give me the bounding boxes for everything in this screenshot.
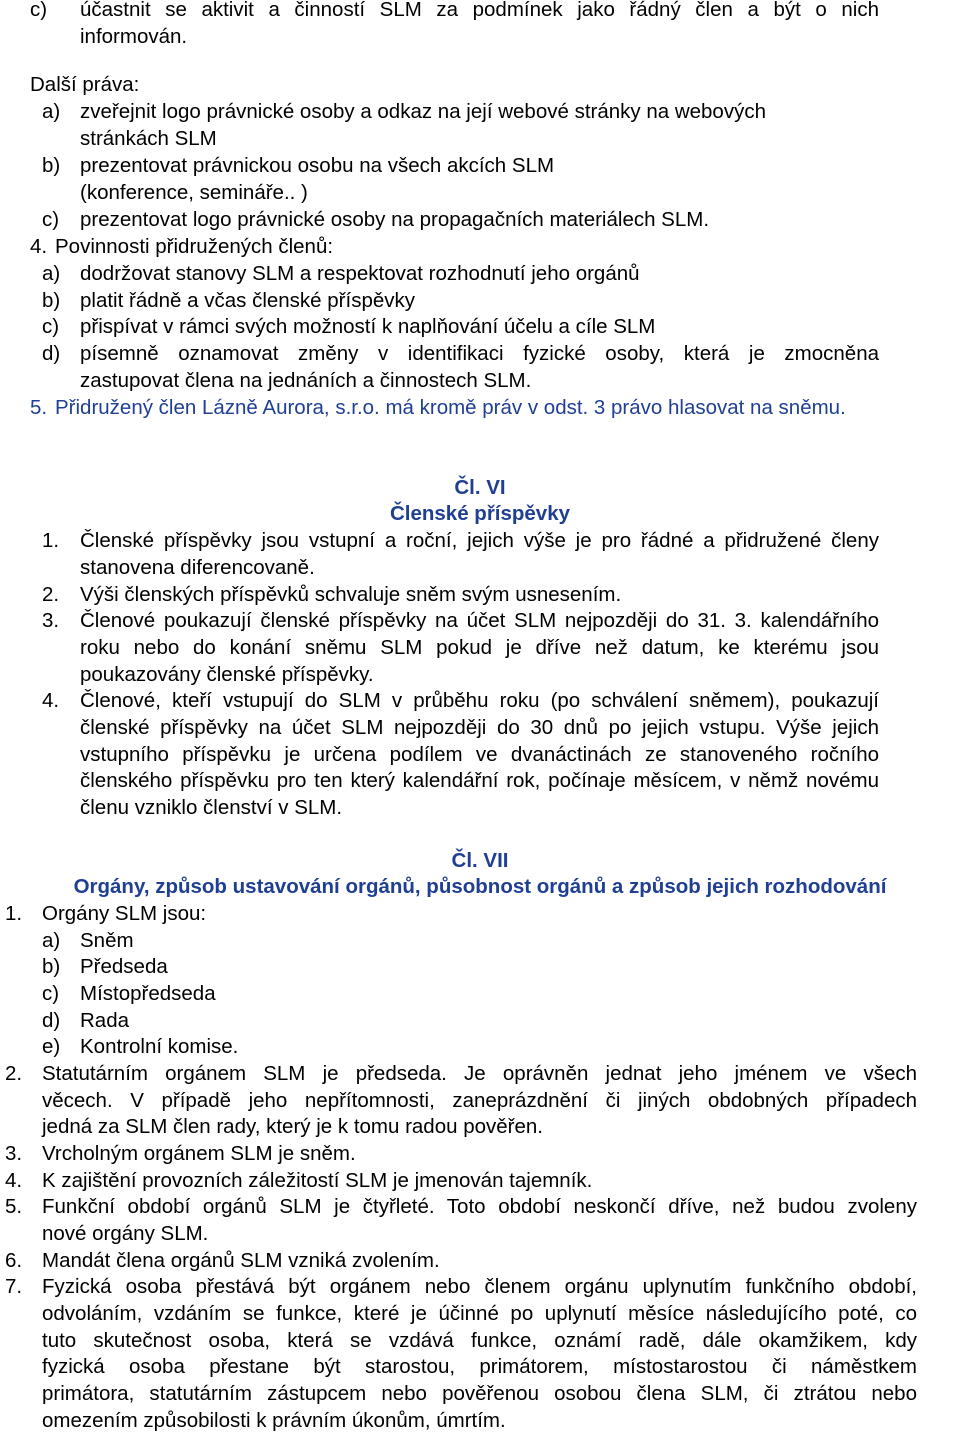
text-line: d): [42, 1009, 61, 1032]
text-line: 5.: [30, 396, 48, 419]
text-line: 2.: [42, 583, 60, 606]
text-line: odvoláním, vzdáním se funkce, které je účinné po uplynutí měsíce následujícího poté, co: [42, 1302, 917, 1325]
text-line: jedná za SLM člen rady, který je k tomu radou pověřen.: [42, 1115, 543, 1138]
text-line: Čl. VI: [454, 476, 506, 499]
text-line: zastupovat člena na jednáních a činnostech SLM.: [80, 369, 532, 392]
text-line: 3.: [42, 609, 60, 632]
text-line: Vrcholným orgánem SLM je sněm.: [42, 1142, 356, 1165]
text-line: 6.: [5, 1249, 23, 1272]
text-line: vstupního příspěvku je určena podílem ve dvanáctinách ze stanoveného ročního: [80, 743, 879, 766]
text-line: Další práva:: [30, 73, 140, 96]
text-line: K zajištění provozních záležitostí SLM je jmenován tajemník.: [42, 1169, 593, 1192]
text-line: fyzická osoba přestane být starostou, primátorem, místostarostou či náměstkem: [42, 1355, 917, 1378]
text-line: prezentovat právnickou osobu na všech akcích SLM: [80, 154, 555, 177]
text-line: c): [42, 208, 60, 231]
text-line: Statutárním orgánem SLM je předseda. Je oprávněn jednat jeho jménem ve všech: [42, 1062, 917, 1085]
text-line: věcech. V případě jeho nepřítomnosti, zaneprázdnění či jiných obdobných případech: [42, 1089, 917, 1112]
text-line: a): [42, 929, 61, 952]
text-line: c): [42, 982, 60, 1005]
text-line: Čl. VII: [451, 849, 509, 872]
text-line: 1.: [42, 529, 60, 552]
text-line: Přidružený člen Lázně Aurora, s.r.o. má kromě práv v odst. 3 právo hlasovat na sněmu.: [55, 396, 846, 419]
text-line: nové orgány SLM.: [42, 1222, 209, 1245]
text-line: a): [42, 100, 61, 123]
text-line: 7.: [5, 1275, 23, 1298]
text-line: 4.: [30, 235, 48, 258]
text-line: Členské příspěvky: [389, 502, 571, 525]
text-line: Orgány SLM jsou:: [42, 902, 207, 925]
text-line: poukazovány členské příspěvky.: [80, 663, 374, 686]
text-line: 1.: [5, 902, 23, 925]
text-line: 4.: [42, 689, 60, 712]
text-line: Fyzická osoba přestává být orgánem nebo členem orgánu uplynutím funkčního období,: [42, 1275, 917, 1298]
text-line: zveřejnit logo právnické osoby a odkaz na její webové stránky na webových: [80, 100, 766, 123]
text-line: písemně oznamovat změny v identifikaci fyzické osoby, která je zmocněna: [80, 342, 879, 365]
text-line: účastnit se aktivit a činností SLM za podmínek jako řádný člen a být o nich: [80, 0, 879, 21]
text-line: stránkách SLM: [80, 127, 217, 150]
text-line: roku nebo do konání sněmu SLM pokud je dříve než datum, ke kterému jsou: [80, 636, 879, 659]
text-line: Kontrolní komise.: [80, 1035, 239, 1058]
text-line: b): [42, 955, 61, 978]
text-line: Členové poukazují členské příspěvky na účet SLM nejpozději do 31. 3. kalendářního: [80, 609, 879, 632]
text-line: e): [42, 1035, 61, 1058]
text-line: c): [42, 315, 60, 338]
text-line: informován.: [80, 25, 188, 48]
text-line: 2.: [5, 1062, 23, 1085]
text-line: Rada: [80, 1009, 130, 1032]
text-line: stanovena diferencovaně.: [80, 556, 315, 579]
text-line: prezentovat logo právnické osoby na propagačních materiálech SLM.: [80, 208, 710, 231]
text-line: (konference, semináře.. ): [80, 181, 308, 204]
text-line: Výši členských příspěvků schvaluje sněm svým usnesením.: [80, 583, 622, 606]
text-line: Mandát člena orgánů SLM vzniká zvolením.: [42, 1249, 440, 1272]
text-line: Členské příspěvky jsou vstupní a roční, jejich výše je pro řádné a přidružené členy: [80, 529, 879, 552]
text-line: Místopředseda: [80, 982, 216, 1005]
text-line: b): [42, 154, 61, 177]
text-line: 3.: [5, 1142, 23, 1165]
text-line: členu vzniklo členství v SLM.: [80, 796, 343, 819]
text-line: Předseda: [80, 955, 168, 978]
text-line: 4.: [5, 1169, 23, 1192]
text-line: 5.: [5, 1195, 23, 1218]
text-line: Povinnosti přidružených členů:: [55, 235, 334, 258]
text-line: tuto skutečnost osoba, která se vzdává funkce, oznámí radě, dále okamžikem, kdy: [42, 1329, 917, 1352]
text-line: c): [30, 0, 48, 21]
text-line: platit řádně a včas členské příspěvky: [80, 289, 415, 312]
text-line: b): [42, 289, 61, 312]
text-line: primátora, statutárním zástupcem nebo pověřenou osobou člena SLM, či ztrátou nebo: [42, 1382, 917, 1405]
text-line: Sněm: [80, 929, 134, 952]
text-line: d): [42, 342, 61, 365]
text-line: přispívat v rámci svých možností k naplňování účelu a cíle SLM: [80, 315, 656, 338]
text-line: dodržovat stanovy SLM a respektovat rozhodnutí jeho orgánů: [80, 262, 640, 285]
text-line: Funkční období orgánů SLM je čtyřleté. Toto období neskončí dříve, než budou zvoleny: [42, 1195, 917, 1218]
text-line: a): [42, 262, 61, 285]
text-line: členského příspěvku pro ten který kalendářní rok, počínaje měsícem, v němž novému: [80, 769, 879, 792]
text-line: omezením způsobilosti k právním úkonům, úmrtím.: [42, 1409, 506, 1432]
text-line: členské příspěvky na účet SLM nejpozději do 30 dnů po jejich vstupu. Výše jejich: [80, 716, 879, 739]
text-line: Orgány, způsob ustavování orgánů, působnost orgánů a způsob jejich rozhodování: [73, 875, 887, 898]
text-line: Členové, kteří vstupují do SLM v průběhu roku (po schválení sněmem), poukazují: [80, 689, 879, 712]
